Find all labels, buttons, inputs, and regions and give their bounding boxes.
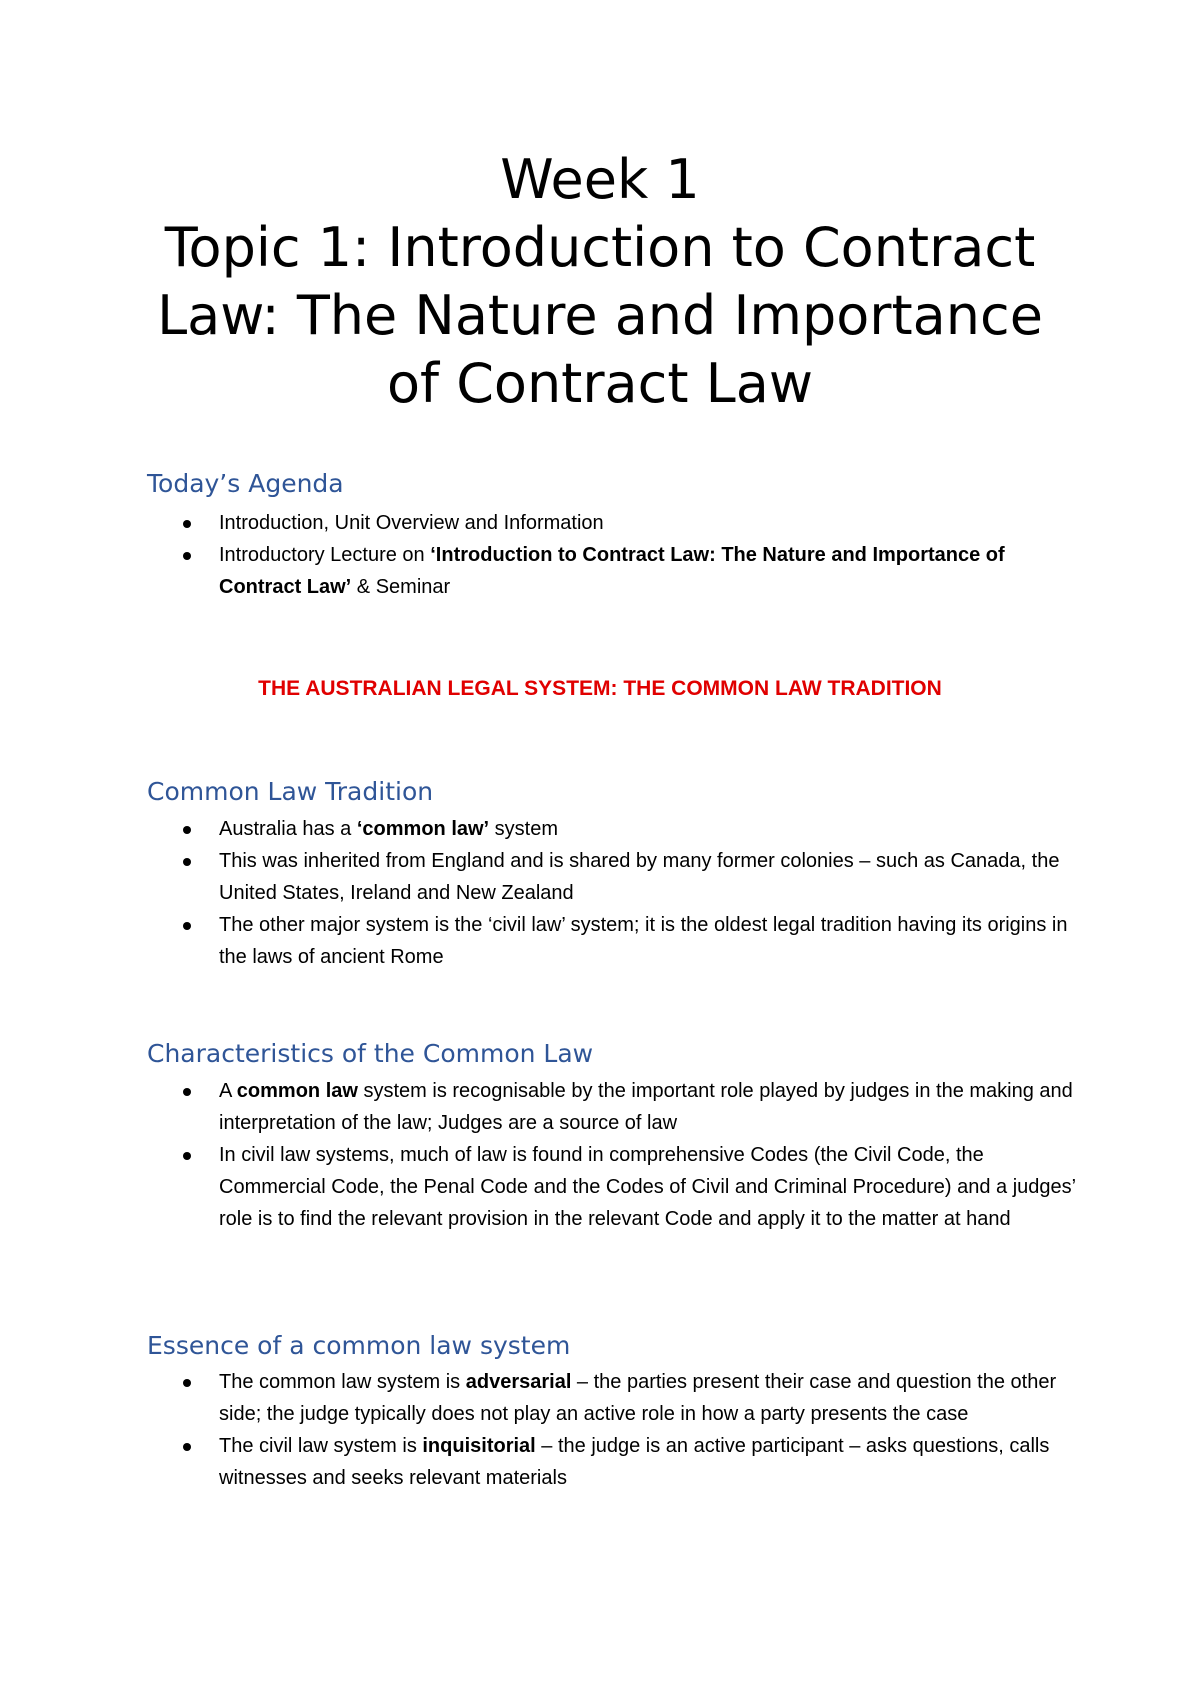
char-item-1-suffix: system is recognisable by the important role played by judges in the making and interpretation of the law; Judges are a source of law (219, 1080, 1073, 1134)
title-line-3: Law: The Nature and Importance (157, 284, 1043, 347)
essence-item-2-prefix: The civil law system is (219, 1435, 423, 1457)
essence-item-1-prefix: The common law system is (219, 1371, 466, 1393)
char-item-1-prefix: A (219, 1080, 237, 1102)
agenda-item-2-title: ‘Introduction to Contract Law: The Nature and Importance of Contract Law’ (219, 544, 1005, 598)
title-line-1: Week 1 (500, 148, 700, 211)
essence-item-1-term: adversarial (465, 1371, 572, 1393)
essence-item-1-suffix: – the parties present their case and question the other side; the judge typically does not play an active role in how a party presents the case (219, 1371, 1057, 1425)
bullet-icon (183, 922, 191, 930)
agenda-item-2-suffix: & Seminar (351, 576, 451, 598)
clt-item-1-term: ‘common law’ (356, 818, 490, 840)
list-item (0, 1075, 1079, 1139)
bullet-icon (183, 1379, 191, 1387)
essence-item-2-term: inquisitorial (422, 1435, 536, 1457)
list-item (0, 845, 1079, 909)
list-item (0, 1430, 1079, 1494)
agenda-list (0, 507, 1200, 603)
agenda-item-2-prefix: Introductory Lecture on (219, 544, 431, 566)
list-item (0, 909, 1079, 973)
clt-item-1-suffix: system (489, 818, 559, 840)
bullet-icon (183, 1088, 191, 1096)
bullet-icon (183, 1443, 191, 1451)
characteristics-heading: Characteristics of the Common Law (147, 1039, 594, 1068)
agenda-item-1: Introduction, Unit Overview and Information (219, 512, 604, 534)
bullet-icon (183, 1152, 191, 1160)
document-title (100, 146, 1100, 418)
clt-item-1-prefix: Australia has a (219, 818, 357, 840)
bullet-icon (183, 520, 191, 528)
bullet-icon (183, 858, 191, 866)
bullet-icon (183, 552, 191, 560)
list-item (0, 539, 1079, 603)
clt-item-3: The other major system is the ‘civil law’ system; it is the oldest legal tradition having its origins in the laws of ancient Rome (219, 914, 1068, 968)
common-law-tradition-heading: Common Law Tradition (147, 777, 434, 806)
list-item (0, 507, 1079, 539)
essence-item-2-suffix: – the judge is an active participant – asks questions, calls witnesses and seeks relevant materials (219, 1435, 1050, 1489)
section-banner: THE AUSTRALIAN LEGAL SYSTEM: THE COMMON LAW TRADITION (258, 677, 942, 700)
list-item (0, 1366, 1079, 1430)
characteristics-list (0, 1075, 1200, 1235)
char-item-1-term: common law (236, 1080, 358, 1102)
list-item (0, 1139, 1079, 1235)
title-line-2: Topic 1: Introduction to Contract (164, 216, 1036, 279)
list-item (0, 813, 1079, 845)
title-line-4: of Contract Law (386, 352, 813, 415)
char-item-2: In civil law systems, much of law is found in comprehensive Codes (the Civil Code, the Commercial Code, the Penal Code and the Codes of Civil and Criminal Procedure) and a judges’ role is to find the relevant provision in the relevant Code and apply it to the matter at hand (219, 1144, 1076, 1230)
essence-heading: Essence of a common law system (147, 1331, 571, 1360)
essence-list (0, 1366, 1200, 1494)
common-law-tradition-list (0, 813, 1200, 973)
bullet-icon (183, 826, 191, 834)
clt-item-2: This was inherited from England and is shared by many former colonies – such as Canada, the United States, Ireland and New Zealand (219, 850, 1060, 904)
agenda-heading: Today’s Agenda (147, 469, 344, 498)
